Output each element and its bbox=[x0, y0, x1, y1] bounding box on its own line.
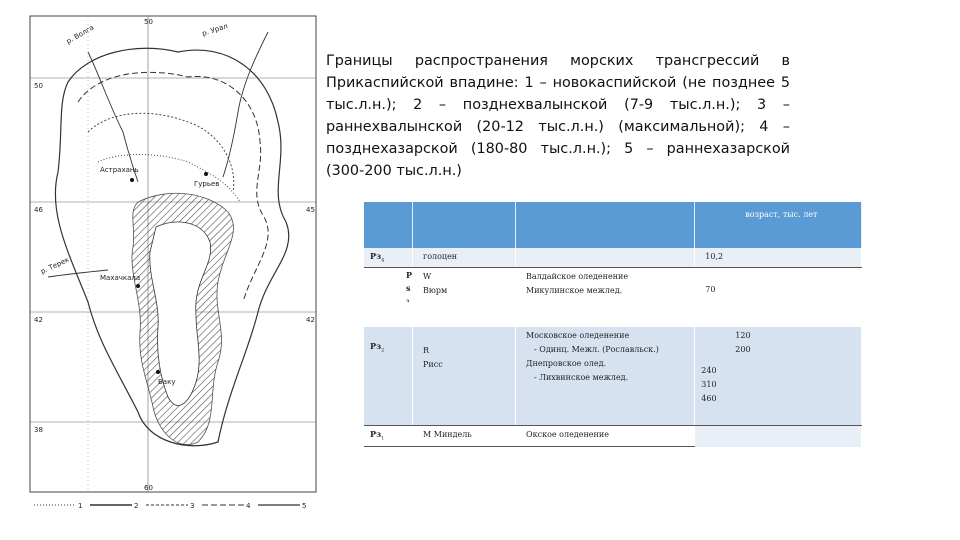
header-cell-age: возраст, тыс. лет bbox=[695, 202, 862, 248]
age-value: 310 bbox=[701, 380, 717, 389]
city-label-baku: Баку bbox=[158, 378, 176, 386]
lat-label-right-45: 45 bbox=[306, 206, 315, 214]
glaciation-cell: Окское оледенение bbox=[526, 430, 609, 439]
age-value: 240 bbox=[701, 366, 717, 375]
city-dot-baku bbox=[156, 370, 160, 374]
city-label-astrakhan: Астрахань bbox=[100, 166, 139, 174]
table-row bbox=[364, 268, 862, 328]
legend-label-3: 3 bbox=[190, 502, 195, 510]
glaciation-name: Валдайское оледенение bbox=[526, 272, 629, 281]
caption-text: Границы распространения морских трансгрессий в Прикаспийской впадине: 1 – новокаспийской (не позднее 5 тыс.л.н.); 2 – позднехвалынской (7-9 тыс.л.н.); 3 – раннехвалынской (20-12 тыс.л.н.) (максимальной); 4 – позднехазарской (180-80 тыс.л.н.); 5 – раннехазарской (300-200 тыс.л.н.) bbox=[326, 53, 790, 179]
age-value: 120 bbox=[735, 331, 751, 340]
epoch-code: W bbox=[423, 272, 432, 281]
code-cell: $Pз_2$ bbox=[370, 341, 385, 354]
river-label-terek: р. Терек bbox=[39, 255, 71, 276]
glaciation-cell bbox=[516, 248, 694, 251]
legend-label-2: 2 bbox=[134, 502, 139, 510]
code-cell: $Pз_1$ bbox=[370, 429, 385, 442]
table-header-row bbox=[364, 202, 862, 248]
epoch-code: R bbox=[423, 346, 430, 355]
lat-label-50: 50 bbox=[34, 82, 43, 90]
age-value: 200 bbox=[735, 345, 751, 354]
lon-label-bottom: 60 bbox=[144, 484, 153, 492]
interglacial-name: Микулинское межлед. bbox=[526, 286, 623, 295]
map-figure bbox=[28, 12, 320, 532]
glaciation-name-2: Днепровское олед. bbox=[526, 359, 607, 368]
epoch-name: Рисс bbox=[423, 360, 443, 369]
code-cell: P s з bbox=[364, 268, 413, 328]
volga-river bbox=[88, 52, 138, 182]
glaciation-name: Московское оледенение bbox=[526, 331, 630, 340]
legend-label-1: 1 bbox=[78, 502, 83, 510]
age-cell: 10,2 bbox=[705, 252, 724, 261]
header-cell-2 bbox=[413, 202, 516, 248]
age-cell-empty bbox=[695, 426, 862, 447]
river-label-ural: р. Урал bbox=[201, 22, 229, 38]
age-cell: 70 bbox=[705, 285, 716, 294]
lat-label-46: 46 bbox=[34, 206, 43, 214]
table-row bbox=[364, 248, 862, 268]
lon-label-top: 50 bbox=[144, 18, 153, 26]
city-label-makhachkala: Махачкала bbox=[100, 274, 141, 282]
legend-label-5: 5 bbox=[302, 502, 307, 510]
city-dot-astrakhan bbox=[130, 178, 134, 182]
header-cell-1 bbox=[364, 202, 413, 248]
stratigraphy-table bbox=[364, 202, 862, 447]
city-dot-guryev bbox=[204, 172, 208, 176]
age-value: 460 bbox=[701, 394, 717, 403]
table-row bbox=[364, 426, 862, 447]
code-cell: $Pз_4$ bbox=[370, 251, 385, 264]
legend-label-4: 4 bbox=[246, 502, 251, 510]
river-label-volga: р. Волга bbox=[65, 23, 96, 46]
table-row bbox=[364, 327, 862, 426]
lat-label-38: 38 bbox=[34, 426, 43, 434]
interglacial-name-2: - Лихвинское межлед. bbox=[534, 373, 629, 382]
ural-river bbox=[223, 32, 268, 177]
interglacial-name: - Одинц. Межл. (Рославльск.) bbox=[534, 345, 659, 354]
epoch-cell: голоцен bbox=[423, 252, 458, 261]
epoch-cell: M Миндель bbox=[423, 430, 472, 439]
lat-label-42: 42 bbox=[34, 316, 43, 324]
lat-label-right-42: 42 bbox=[306, 316, 315, 324]
header-cell-3 bbox=[516, 202, 695, 248]
city-dot-makhachkala bbox=[136, 284, 140, 288]
city-label-guryev: Гурьев bbox=[194, 180, 220, 188]
caspian-map bbox=[28, 12, 320, 532]
epoch-name: Вюрм bbox=[423, 286, 448, 295]
map-legend bbox=[34, 502, 306, 510]
